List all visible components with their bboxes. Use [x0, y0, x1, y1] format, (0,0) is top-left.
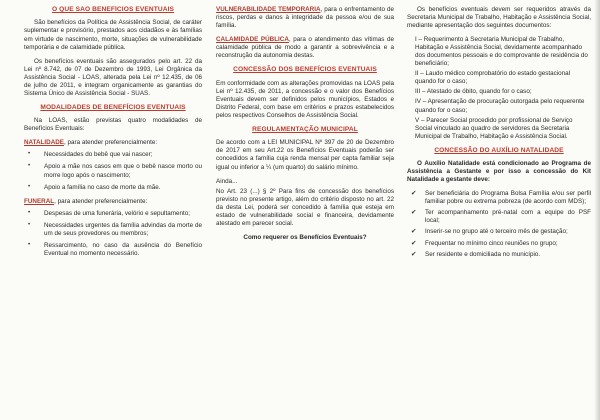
- paragraph-vulnerabilidade: [216, 6, 394, 30]
- list-item-text: Apoio a família no caso de morte da mãe.: [44, 183, 161, 191]
- list-item-text: Ser residente e domiciliada no município.: [425, 250, 541, 258]
- paragraph-regulation-2: Ainda...: [216, 177, 238, 185]
- subhead-natalidade: [24, 139, 202, 147]
- requirement-item: V – Parecer Social procedido por profissional de Serviço Social vinculado ao quadro de servidores da Secretaria Municipal de Trabalho, Habitação e Assistência Social.: [415, 116, 573, 140]
- list-item: [407, 190, 591, 206]
- list-item: [407, 251, 591, 259]
- column-right: [407, 6, 591, 416]
- question-how-to-request: Como requerer os Benefícios Eventuais?: [243, 233, 367, 241]
- list-item-text: Ter acompanhamento pré-natal com a equipe do PSF local;: [425, 209, 591, 225]
- section-title-municipal-regulation: REGULAMENTAÇÃO MUNICIPAL: [252, 125, 358, 133]
- paragraph-calamidade: [216, 36, 394, 60]
- requirements-list: [407, 36, 591, 141]
- bullet-icon: •: [28, 209, 31, 216]
- section-title-concession: CONCESSÃO DOS BENEFÍCIOS EVENTUAIS: [233, 66, 377, 74]
- vulnerabilidade-text: , para o enfrentamento de riscos, perdas e danos à integridade da pessoa e/ou de sua família.: [216, 6, 394, 30]
- bullet-icon: •: [28, 221, 31, 228]
- column-left: [24, 6, 202, 416]
- requirement-item: IV – Apresentação de procuração outorgada pelo requerente quando for o caso;: [415, 98, 585, 114]
- subhead-natalidade-rest: , para atender preferencialmente:: [64, 139, 158, 147]
- section-title-birth-aid: CONCESSÃO DO AUXÍLIO NATALIDADE: [434, 146, 564, 154]
- page-edge-shadow: [594, 0, 600, 420]
- check-icon: ✔: [411, 239, 417, 247]
- list-item-text: Ressarcimento, no caso da ausência do Benefício Eventual no momento necessário.: [44, 241, 202, 257]
- list-item: [24, 210, 202, 218]
- requirement-item: II – Laudo médico comprobatório do estado gestacional quando for o caso;: [415, 70, 571, 86]
- list-item: [24, 163, 202, 179]
- column-middle: [216, 6, 394, 416]
- subhead-funeral: [24, 198, 202, 206]
- paragraph-legal-basis: Os benefícios eventuais são assegurados pelo art. 22 da Lei nº 8.742, de 07 de Dezembro de 1993, Lei Orgânica da Assistência Social - LOAS, alterada pela Lei nº 12.435, de 06 de julho de 2011, e integram organicamente as garantias do Sistema Único de Assistência Social - SUAS.: [24, 57, 202, 97]
- list-item: [24, 242, 202, 258]
- bullet-icon: •: [28, 183, 31, 190]
- paragraph-modalities: Na LOAS, estão previstas quatro modalidades de Benefícios Eventuais:: [24, 117, 202, 133]
- subhead-natalidade-label: NATALIDADE: [24, 139, 64, 147]
- section-title-modalities: MODALIDADES DE BENEFÍCIOS EVENTUAIS: [40, 103, 186, 111]
- check-icon: ✔: [411, 209, 417, 217]
- list-item: [407, 240, 591, 248]
- bullet-icon: •: [28, 151, 31, 158]
- calamidade-text: , para o atendimento das vítimas de calamidade pública de modo a garantir a sobrevivência e a reconstrução da autonomia destas.: [216, 36, 394, 60]
- check-icon: ✔: [411, 228, 417, 236]
- list-item-text: Necessidades do bebê que vai nascer;: [44, 151, 153, 159]
- list-item: [24, 222, 202, 238]
- requirement-item: I – Requerimento à Secretaria Municipal de Trabalho, Habitação e Assistência Social, devidamente acompanhado dos documentos pessoais e do comprovante de residência do beneficiário;: [415, 36, 588, 68]
- requirement-item: III – Atestado de óbito, quando for o caso;: [415, 88, 532, 96]
- list-item-text: Apoio a mãe nos casos em que o bebê nasce morto ou morre logo após o nascimento;: [44, 163, 202, 179]
- list-item-text: Necessidades urgentes da família advindas da morte de um de seus provedores ou membros;: [44, 221, 202, 237]
- funeral-list: [24, 210, 202, 258]
- list-item-text: Inserir-se no grupo até o terceiro mês de gestação;: [425, 228, 568, 236]
- list-item-text: Frequentar no mínimo cinco reuniões no grupo;: [425, 239, 558, 247]
- paragraph-definition: São benefícios da Política de Assistência Social, de caráter suplementar e provisório, prestados aos cidadãos e às famílias em virtude de nascimento, morte, situações de vulnerabilidade temporária e de calamidade pública.: [24, 19, 202, 51]
- check-icon: ✔: [411, 190, 417, 198]
- subhead-funeral-rest: , para atender preferencialmente:: [54, 197, 148, 205]
- birth-aid-checklist: [407, 190, 591, 258]
- paragraph-request-intro: Os benefícios eventuais devem ser requeridos através da Secretaria Municipal de Trabalho, Habitação e Assistência Social, mediante apresentação dos seguintes documentos:: [407, 6, 591, 30]
- list-item: [24, 184, 202, 192]
- paragraph-birth-aid: O Auxílio Natalidade está condicionado ao Programa de Assistência a Gestante e por isso a concessão do Kit Natalidade a gestante deve:: [407, 160, 591, 184]
- section-title-what-are: O QUE SÃO BENEFÍCIOS EVENTUAIS: [51, 6, 175, 13]
- paragraph-regulation-1: De acordo com a LEI MUNICIPAL Nº 397 de 20 de Dezembro de 2017 em seu Art.22 os Benefícios Eventuais poderão ser concedidos a família cuja renda mensal per capta familiar seja igual ou inferior a ¼ (um quarto) do salário mínimo.: [216, 139, 394, 171]
- list-item: [407, 228, 591, 236]
- bullet-icon: •: [28, 241, 31, 248]
- paragraph-regulation-3: No Art. 23 (...) § 2º Para fins de concessão dos benefícios previsto no presente artigo, além do critério disposto no art. 22 da desta Lei, poderá ser concedido à família que esteja em estado de vulnerabilidade social e financeira, devidamente atestado em parecer social.: [216, 187, 394, 227]
- calamidade-label: CALAMIDADE PÚBLICA: [216, 36, 289, 44]
- subhead-funeral-label: FUNERAL: [24, 197, 55, 205]
- list-item: [407, 209, 591, 225]
- bullet-icon: •: [28, 163, 31, 170]
- list-item-text: Despesas de uma funerária, velório e sepultamento;: [44, 209, 190, 217]
- vulnerabilidade-label: VULNERABILIDADE TEMPORÁRIA: [216, 6, 321, 13]
- natalidade-list: [24, 151, 202, 191]
- list-item: [24, 151, 202, 159]
- check-icon: ✔: [411, 250, 417, 258]
- paragraph-concession: Em conformidade com as alterações promovidas na LOAS pela Lei nº 12.435, de 2011, a concessão e o valor dos Benefícios Eventuais devem ser definidos pelos municípios, Estados e Distrito Federal, com base em critérios e prazos estabelecidos pelos respectivos Conselhos de Assistência Social.: [216, 79, 394, 119]
- list-item-text: Ser beneficiária do Programa Bolsa Família e/ou ser perfil familiar pobre ou extrema pobreza (de acordo com MDS);: [425, 190, 591, 206]
